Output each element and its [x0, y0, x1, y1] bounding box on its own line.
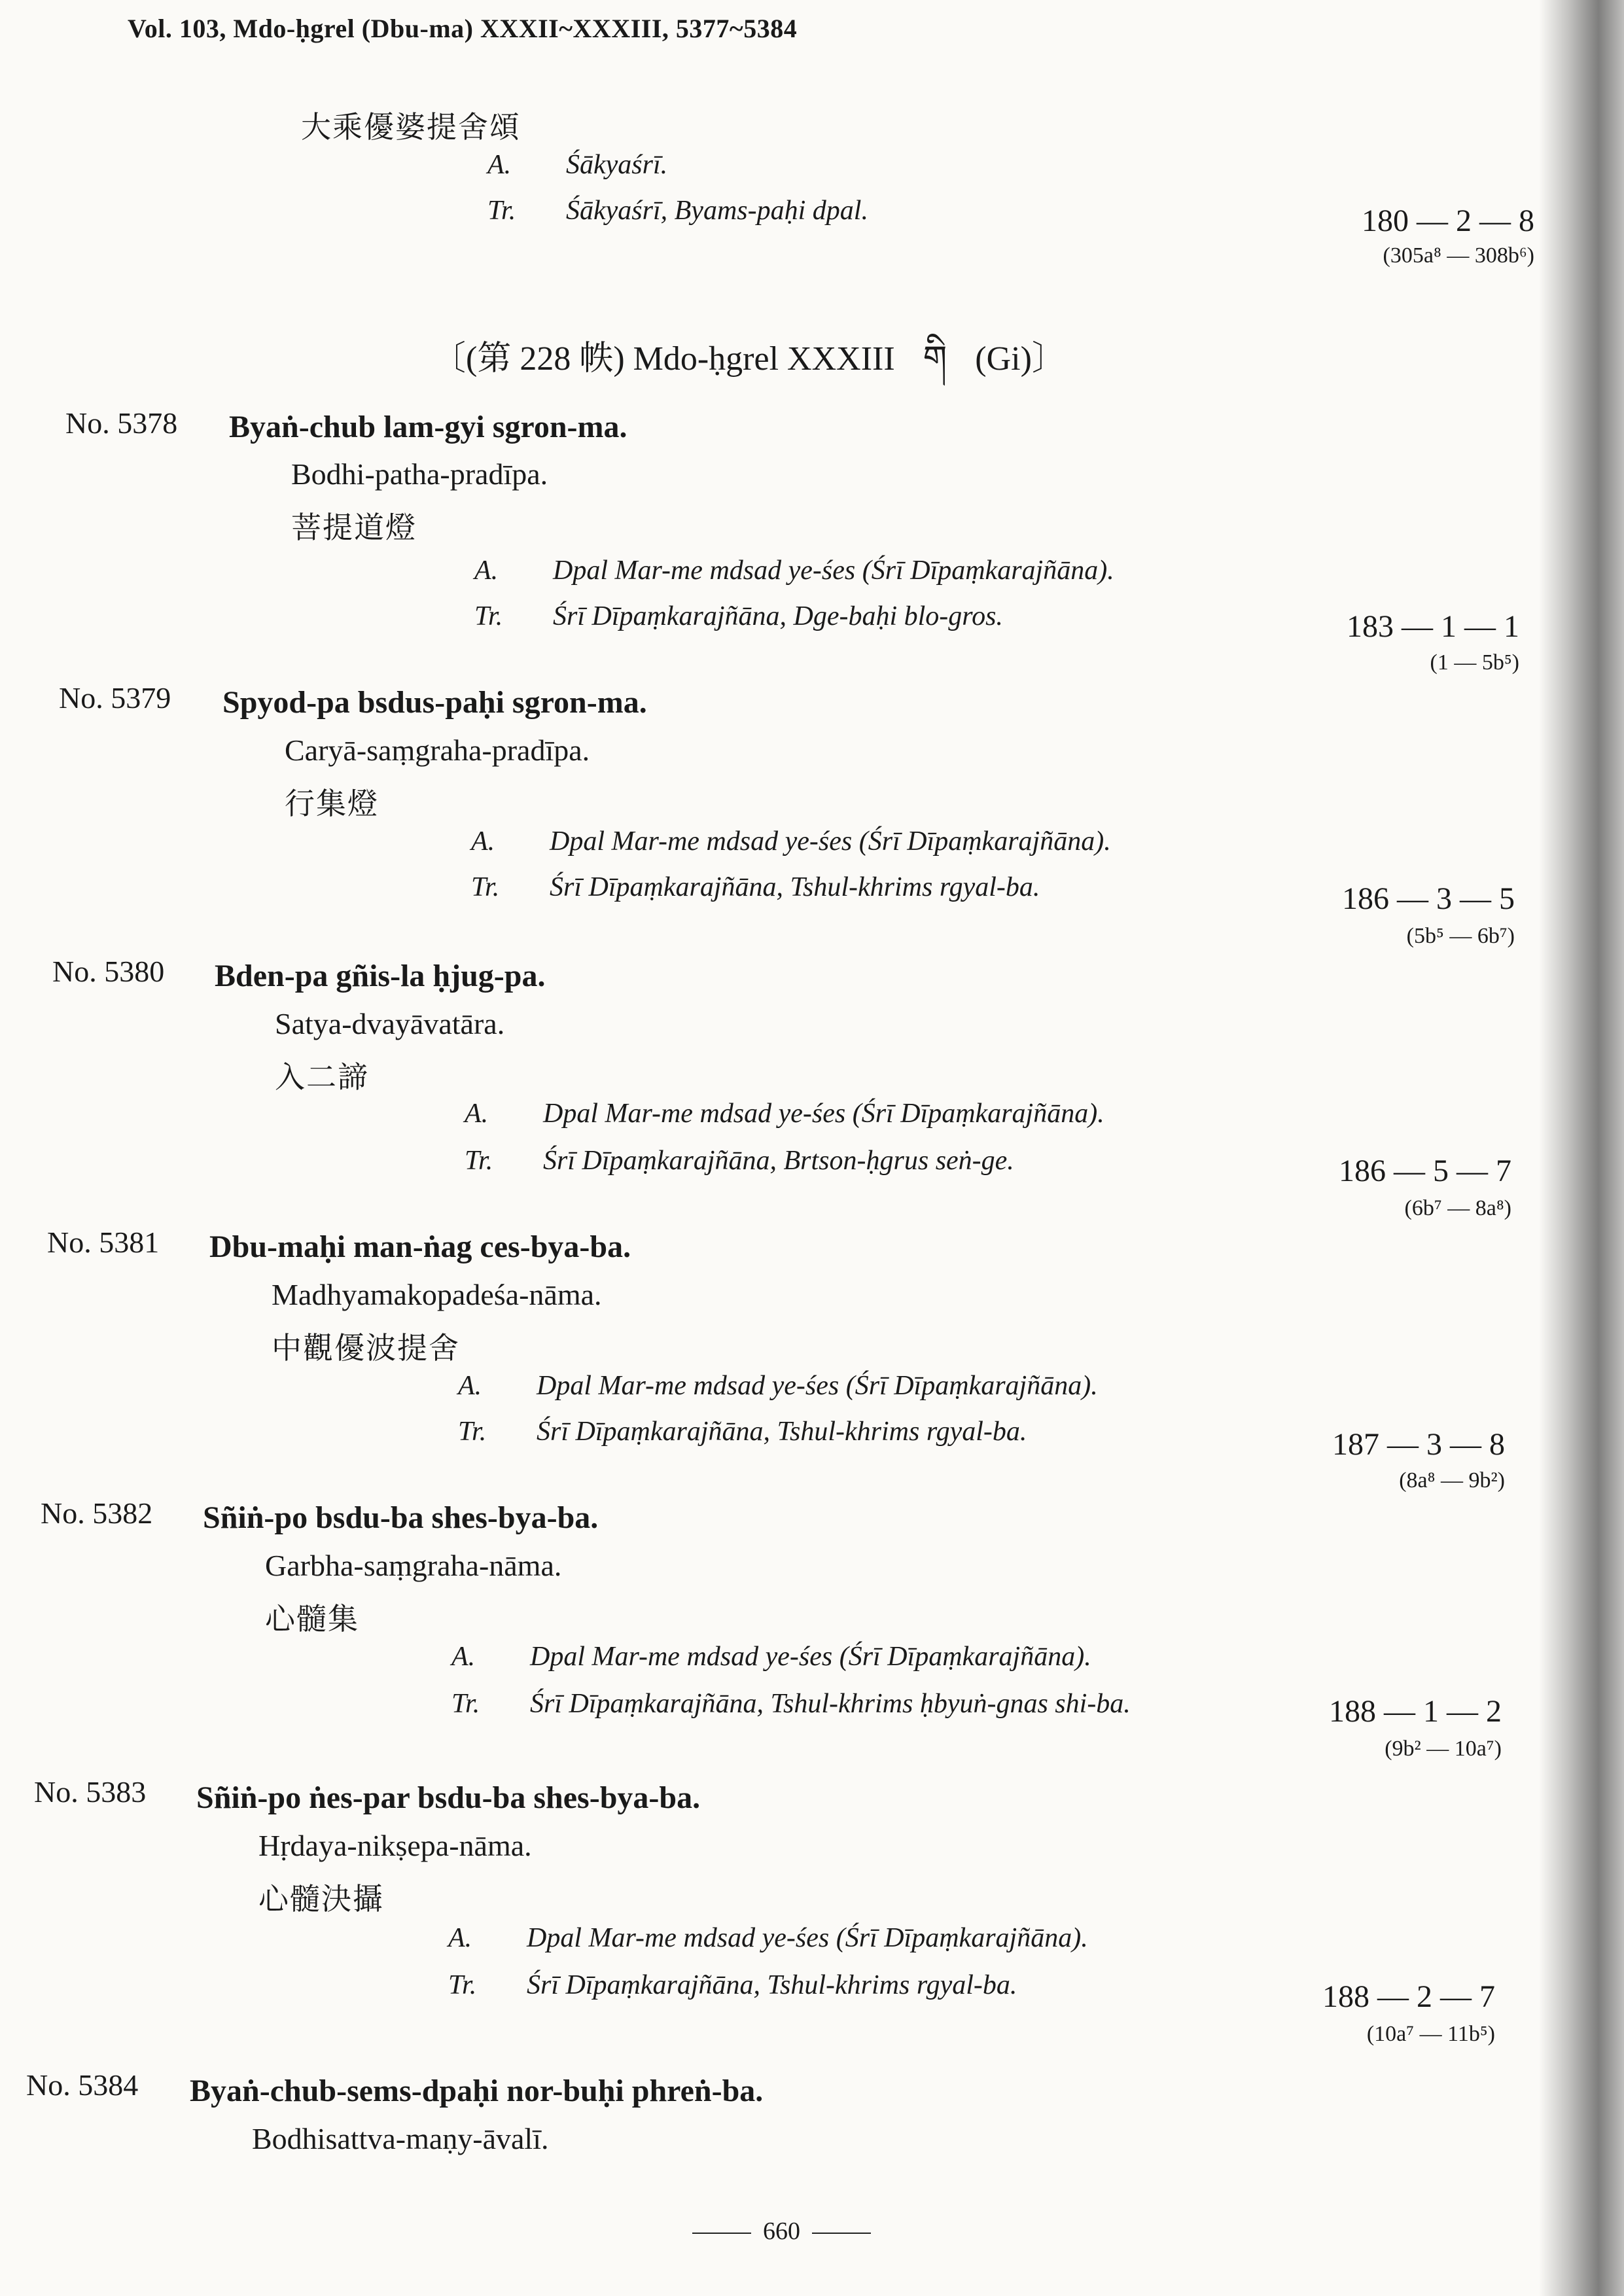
entry-number: No. 5383 [34, 1775, 147, 1809]
entry-number: No. 5384 [26, 2068, 139, 2102]
author-text: Śākyaśrī. [566, 150, 668, 180]
translator-text: Śākyaśrī, Byams-paḥi dpal. [566, 196, 868, 226]
entry-title: Sñiṅ-po ṅes-par bsdu-ba shes-bya-ba. [196, 1780, 701, 1815]
entry-reference-folio: (10a⁷ — 11b⁵) [1366, 2022, 1495, 2046]
entry-reference: 186 — 5 — 7 [1339, 1154, 1511, 1188]
entry-number: No. 5380 [52, 955, 165, 988]
entry-title: Sñiṅ-po bsdu-ba shes-bya-ba. [203, 1500, 599, 1535]
author-text: Dpal Mar-me mdsad ye-śes (Śrī Dīpaṃkarajñāna). [543, 1099, 1104, 1129]
entry-reference-folio: (9b² — 10a⁷) [1385, 1737, 1502, 1761]
translator-text: Śrī Dīpaṃkarajñāna, Dge-baḥi blo-gros. [553, 601, 1003, 631]
translator-label: Tr. [474, 601, 503, 631]
translator-label: Tr. [487, 196, 516, 226]
entry-reference-folio: (5b⁵ — 6b⁷) [1406, 924, 1515, 948]
author-text: Dpal Mar-me mdsad ye-śes (Śrī Dīpaṃkarajñāna). [550, 826, 1111, 857]
author-label: A. [487, 150, 512, 180]
prev-entry-reference-folio: (305a⁸ — 308b⁶) [1383, 243, 1534, 268]
entry-sanskrit-title: Bodhi-patha-pradīpa. [291, 457, 548, 491]
entry-title: Spyod-pa bsdus-paḥi sgron-ma. [222, 685, 647, 720]
author-label: A. [471, 826, 495, 857]
author-text: Dpal Mar-me mdsad ye-śes (Śrī Dīpaṃkarajñāna). [527, 1923, 1088, 1953]
entry-translator [474, 601, 1003, 632]
rule-right [812, 2233, 871, 2234]
entry-sanskrit-title: Hṛdaya-nikṣepa-nāma. [258, 1829, 532, 1862]
scan-edge-shadow [1539, 0, 1624, 2296]
entry-reference: 188 — 2 — 7 [1322, 1979, 1495, 2014]
entry-author [474, 555, 1114, 586]
author-text: Dpal Mar-me mdsad ye-śes (Śrī Dīpaṃkarajñāna). [553, 556, 1114, 586]
translator-text: Śrī Dīpaṃkarajñāna, Tshul-khrims ḥbyuṅ-gnas shi-ba. [530, 1689, 1131, 1719]
entry-title: Dbu-maḥi man-ṅag ces-bya-ba. [209, 1229, 631, 1264]
entry-translator [465, 1145, 1014, 1176]
entry-cjk-title: 心髓集 [265, 1601, 359, 1636]
prev-entry-cjk-title: 大乘優婆提舍頌 [301, 109, 521, 145]
author-text: Dpal Mar-me mdsad ye-śes (Śrī Dīpaṃkarajñāna). [530, 1642, 1091, 1672]
entry-translator [451, 1688, 1131, 1720]
entry-reference: 186 — 3 — 5 [1342, 881, 1515, 916]
entry-cjk-title: 菩提道燈 [291, 510, 417, 545]
translator-text: Śrī Dīpaṃkarajñāna, Tshul-khrims rgyal-ba. [550, 872, 1040, 902]
tibetan-syllable: གི [923, 339, 947, 378]
section-heading [432, 321, 1066, 416]
entry-translator [471, 872, 1040, 903]
prev-entry-reference: 180 — 2 — 8 [1362, 203, 1534, 238]
entry-sanskrit-title: Caryā-saṃgraha-pradīpa. [285, 733, 590, 767]
translator-text: Śrī Dīpaṃkarajñāna, Tshul-khrims rgyal-ba. [537, 1417, 1027, 1447]
entry-title: Bden-pa gñis-la ḥjug-pa. [215, 959, 546, 993]
page-number-text: 660 [763, 2217, 800, 2245]
entry-author [451, 1641, 1091, 1672]
page-number [680, 2217, 883, 2246]
entry-title: Byaṅ-chub lam-gyi sgron-ma. [229, 410, 627, 444]
translator-text: Śrī Dīpaṃkarajñāna, Tshul-khrims rgyal-ba. [527, 1970, 1017, 2000]
entry-translator [448, 1969, 1017, 2001]
author-text: Dpal Mar-me mdsad ye-śes (Śrī Dīpaṃkarajñāna). [537, 1371, 1098, 1401]
section-heading-suffix: (Gi)〕 [975, 340, 1066, 378]
translator-text: Śrī Dīpaṃkarajñāna, Brtson-ḥgrus seṅ-ge. [543, 1146, 1014, 1176]
entry-author [465, 1098, 1104, 1129]
translator-label: Tr. [451, 1689, 480, 1719]
entry-sanskrit-title: Bodhisattva-maṇy-āvalī. [252, 2122, 549, 2155]
entry-sanskrit-title: Madhyamakopadeśa-nāma. [272, 1278, 602, 1311]
entry-cjk-title: 入二諦 [275, 1059, 369, 1095]
entry-reference: 187 — 3 — 8 [1332, 1427, 1505, 1462]
translator-label: Tr. [471, 872, 500, 902]
running-header: Vol. 103, Mdo-ḥgrel (Dbu-ma) XXXII~XXXIII, 5377~5384 [128, 14, 798, 43]
entry-reference: 188 — 1 — 2 [1329, 1694, 1502, 1729]
entry-reference: 183 — 1 — 1 [1347, 609, 1519, 644]
entry-cjk-title: 中觀優波提舍 [272, 1330, 460, 1366]
entry-cjk-title: 心髓決攝 [258, 1881, 384, 1916]
entry-number: No. 5382 [41, 1496, 153, 1530]
section-heading-text: 〔(第 228 帙) Mdo-ḥgrel XXXIII [432, 340, 895, 378]
author-label: A. [448, 1923, 472, 1953]
translator-label: Tr. [448, 1970, 477, 2000]
entry-author [448, 1922, 1088, 1954]
entry-title: Byaṅ-chub-sems-dpaḥi nor-buḥi phreṅ-ba. [190, 2074, 764, 2108]
entry-author [471, 826, 1111, 857]
entry-sanskrit-title: Satya-dvayāvatāra. [275, 1007, 505, 1040]
translator-label: Tr. [458, 1417, 487, 1447]
translator-label: Tr. [465, 1146, 493, 1176]
prev-entry-author [487, 149, 667, 181]
entry-sanskrit-title: Garbha-saṃgraha-nāma. [265, 1549, 562, 1582]
entry-reference-folio: (6b⁷ — 8a⁸) [1404, 1196, 1511, 1220]
rule-left [692, 2233, 751, 2234]
entry-number: No. 5379 [59, 681, 171, 715]
author-label: A. [458, 1371, 482, 1401]
entry-number: No. 5378 [65, 406, 178, 440]
author-label: A. [474, 556, 499, 586]
entry-translator [458, 1416, 1027, 1447]
entry-number: No. 5381 [47, 1226, 160, 1259]
entry-reference-folio: (8a⁸ — 9b²) [1399, 1468, 1505, 1492]
entry-author [458, 1370, 1098, 1402]
entry-reference-folio: (1 — 5b⁵) [1430, 650, 1519, 675]
entry-cjk-title: 行集燈 [285, 786, 379, 821]
author-label: A. [451, 1642, 476, 1672]
author-label: A. [465, 1099, 489, 1129]
prev-entry-translator [487, 195, 868, 226]
